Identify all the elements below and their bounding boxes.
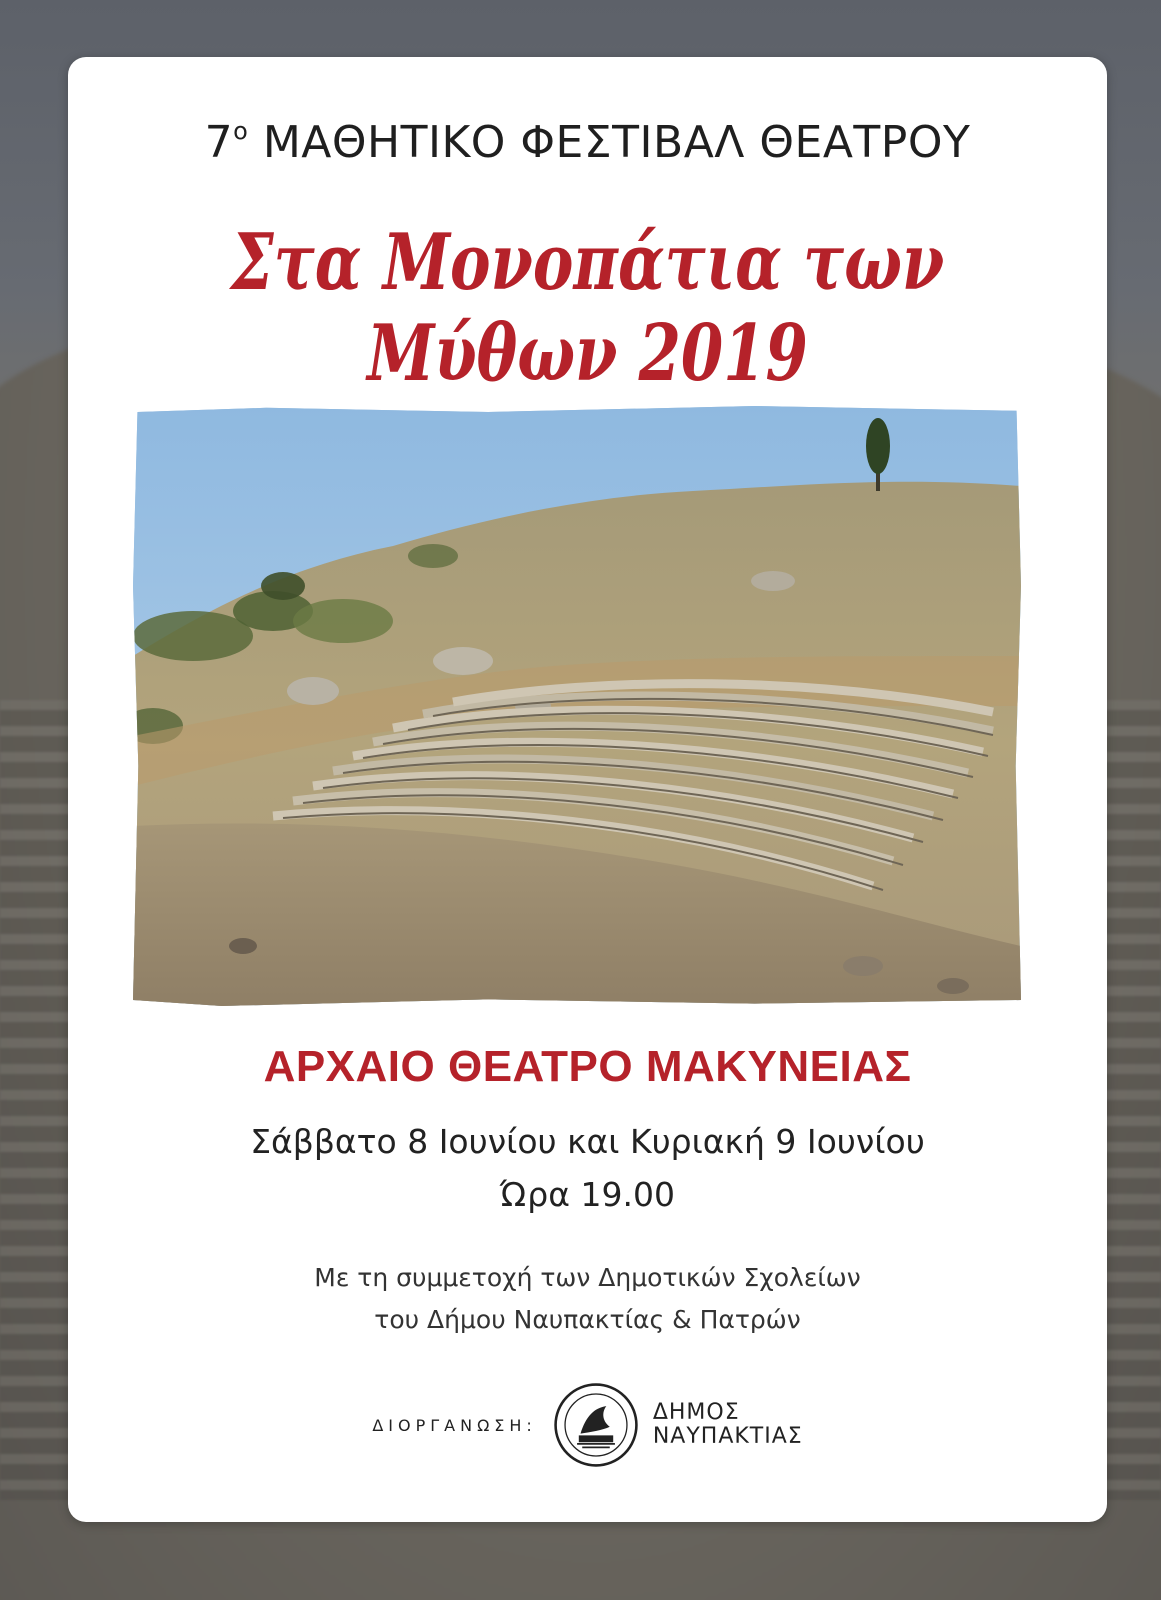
festival-number: 7: [204, 117, 234, 168]
venue-title: ΑΡΧΑΙΟ ΘΕΑΤΡΟ ΜΑΚΥΝΕΙΑΣ: [263, 1042, 912, 1091]
event-dates: Σάββατο 8 Ιουνίου και Κυριακή 9 Ιουνίου: [250, 1122, 925, 1161]
municipality-name: [653, 1401, 803, 1449]
photo-frame: [127, 400, 1027, 1012]
festival-subtitle: Στα Μονοπάτια των Μύθων 2019: [230, 217, 945, 399]
municipality-line-2: ΝΑΥΠΑΚΤΙΑΣ: [652, 1424, 803, 1449]
participation-line-1: Με τη συμμετοχή των Δημοτικών Σχολείων: [314, 1263, 861, 1292]
festival-title: [68, 117, 1107, 168]
ancient-theater-illustration: [133, 406, 1021, 1006]
festival-title-text: ΜΑΘΗΤΙΚΟ ΦΕΣΤΙΒΑΛ ΘΕΑΤΡΟΥ: [248, 117, 971, 168]
organizer-block: [68, 1377, 1107, 1473]
participation-text: [68, 1257, 1107, 1341]
municipality-seal-icon: [553, 1382, 639, 1468]
poster-card: [68, 57, 1107, 1522]
organizer-label: ΔΙΟΡΓΑΝΩΣΗ:: [372, 1415, 537, 1435]
ancient-theater-photo: [133, 406, 1021, 1006]
event-time: Ώρα 19.00: [500, 1175, 675, 1214]
participation-line-2: του Δήμου Ναυπακτίας & Πατρών: [374, 1305, 801, 1334]
festival-ordinal: ο: [233, 117, 249, 145]
municipality-line-1: ΔΗΜΟΣ: [652, 1400, 740, 1425]
